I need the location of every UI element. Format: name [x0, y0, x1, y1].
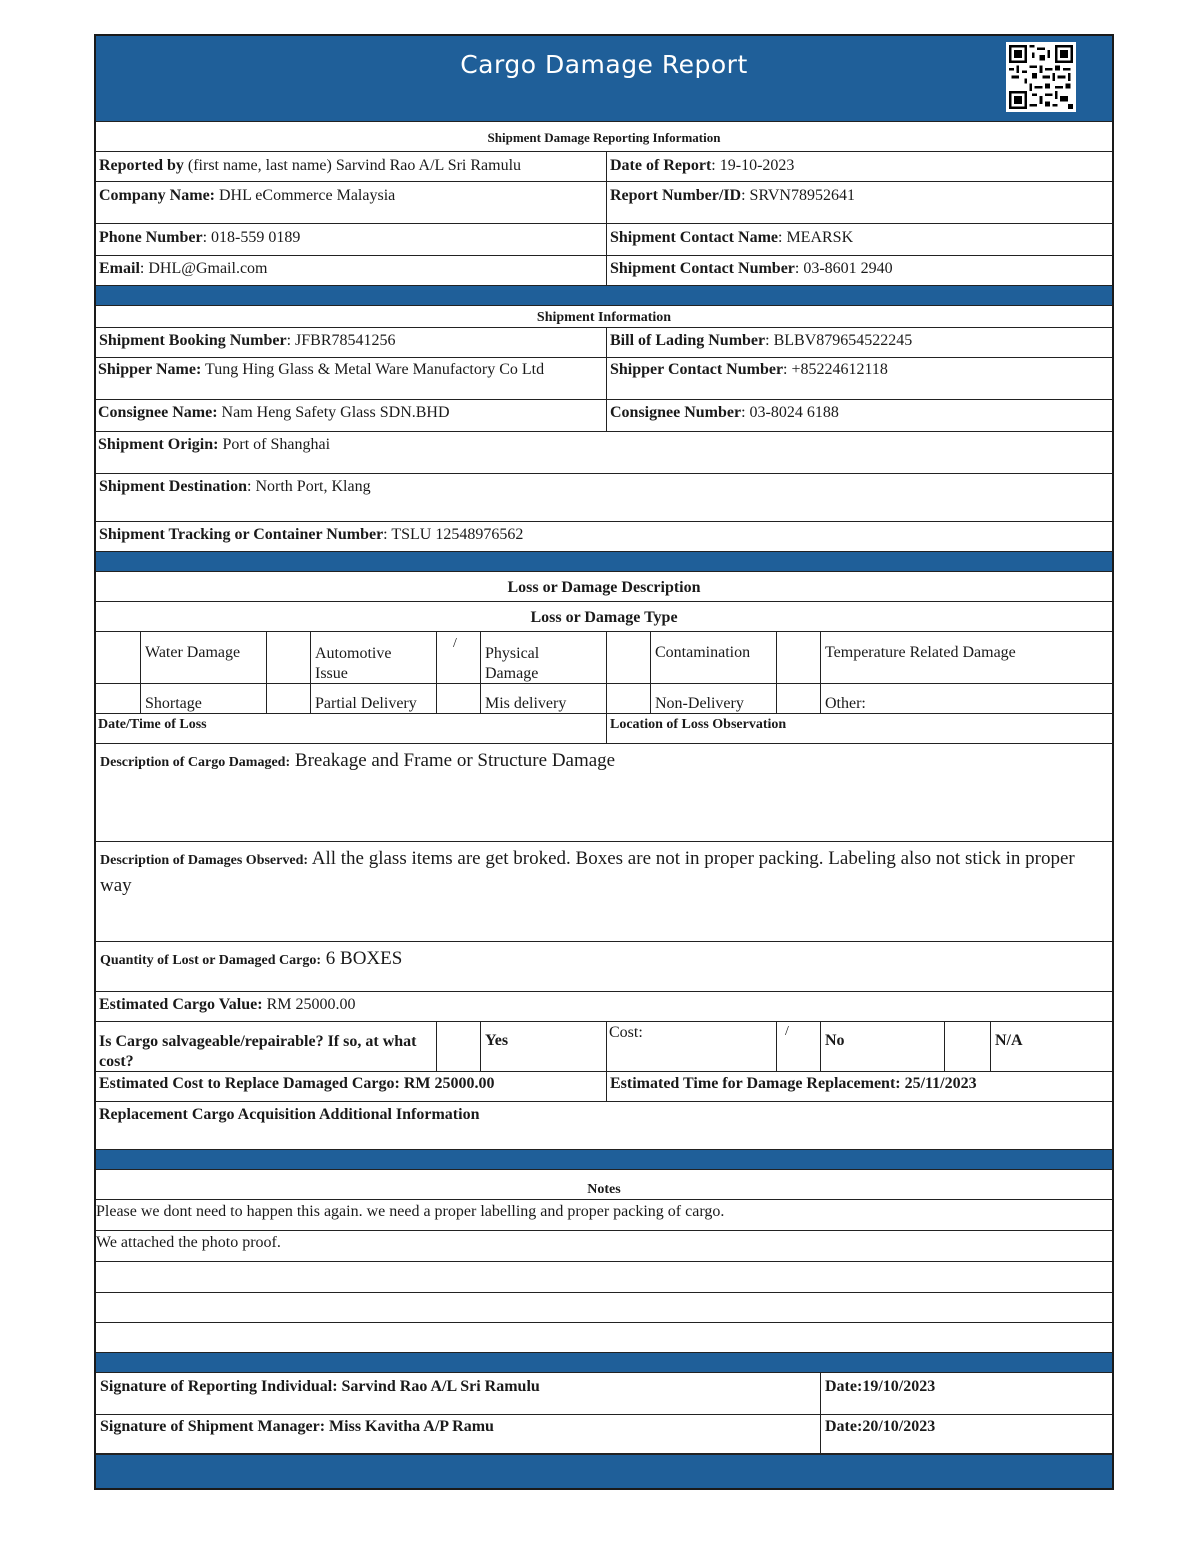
company-name-field: Company Name: DHL eCommerce Malaysia [99, 187, 396, 204]
note-line[interactable] [96, 1323, 1112, 1353]
yes-checkbox[interactable] [436, 1022, 480, 1071]
reporting-section-title-row [96, 122, 1112, 152]
damages-observed-row [96, 842, 1112, 942]
manager-signature-row [96, 1415, 1112, 1455]
checkbox-water-damage[interactable] [140, 632, 266, 683]
reported-by-row [96, 152, 1112, 182]
booking-number-field: Shipment Booking Number: JFBR78541256 [99, 332, 396, 349]
checkbox-contamination[interactable] [650, 632, 776, 683]
na-checkbox[interactable] [944, 1022, 990, 1071]
checkbox-physical-damage[interactable] [480, 632, 606, 683]
shipment-origin-field: Shipment Origin: Port of Shanghai [98, 436, 331, 453]
email-row [96, 256, 1112, 286]
other-label: Other: [825, 695, 866, 712]
tracking-number-field: Shipment Tracking or Container Number: TSLU 12548976562 [99, 526, 524, 543]
reporting-section-title: Shipment Damage Reporting Information [487, 130, 721, 145]
checkbox-partial-delivery[interactable] [310, 684, 436, 713]
footer-band [96, 1455, 1112, 1488]
note-line[interactable] [96, 1200, 1112, 1231]
replace-time-field: Estimated Time for Damage Replacement: 25/11/2023 [610, 1075, 977, 1092]
salvage-row [96, 1022, 1112, 1072]
phone-number-field: Phone Number: 018-559 0189 [99, 229, 301, 246]
tracking-row [96, 522, 1112, 552]
note-line[interactable] [96, 1293, 1112, 1323]
cargo-damaged-description: Description of Cargo Damaged: Breakage and Frame or Structure Damage [100, 750, 616, 771]
consignee-row [96, 400, 1112, 432]
loss-type-title: Loss or Damage Type [530, 609, 678, 626]
date-time-of-loss-label: Date/Time of Loss [98, 717, 207, 732]
divider-band [96, 552, 1112, 572]
yes-label: Yes [485, 1032, 509, 1049]
shipment-section-title-row [96, 306, 1112, 328]
destination-row [96, 474, 1112, 522]
shipment-contact-name-field: Shipment Contact Name: MEARSK [610, 229, 854, 246]
physical-damage-label: Physical Damage [485, 645, 540, 682]
loss-type-row-2 [96, 684, 1112, 714]
cost-label: Cost: [609, 1024, 643, 1041]
no-label: No [825, 1032, 845, 1049]
no-mark: / [785, 1024, 789, 1039]
cargo-value-field: Estimated Cargo Value: RM 25000.00 [99, 996, 356, 1013]
booking-row [96, 328, 1112, 358]
cargo-damaged-row [96, 744, 1112, 842]
water-damage-label: Water Damage [145, 644, 241, 661]
checkbox-automotive-issue[interactable] [310, 632, 436, 683]
location-of-loss-label: Location of Loss Observation [610, 717, 787, 732]
checkbox-other[interactable] [820, 684, 1112, 713]
checkbox-temperature-damage[interactable] [820, 632, 1112, 683]
loss-type-row-1 [96, 632, 1112, 684]
header-band [96, 36, 1112, 122]
mis-delivery-label: Mis delivery [485, 695, 567, 712]
report-number-field: Report Number/ID: SRVN78952641 [610, 187, 855, 204]
reporter-signature: Signature of Reporting Individual: Sarvind Rao A/L Sri Ramulu [100, 1378, 540, 1395]
bill-of-lading-field: Bill of Lading Number: BLBV879654522245 [610, 332, 913, 349]
acquisition-row [96, 1102, 1112, 1150]
note-line[interactable] [96, 1262, 1112, 1293]
loss-datetime-row [96, 714, 1112, 744]
date-of-report-field: Date of Report: 19-10-2023 [610, 157, 795, 174]
consignee-name-field: Consignee Name: Nam Heng Safety Glass SDN.BHD [98, 404, 450, 421]
notes-title-row [96, 1170, 1112, 1200]
email-field: Email: DHL@Gmail.com [99, 260, 268, 277]
loss-type-title-row [96, 602, 1112, 632]
quantity-field: Quantity of Lost or Damaged Cargo: 6 BOXES [100, 948, 403, 969]
checkbox-shortage[interactable] [140, 684, 266, 713]
loss-section-title-row [96, 572, 1112, 602]
partial-delivery-label: Partial Delivery [315, 695, 417, 712]
shipper-row [96, 358, 1112, 400]
na-label: N/A [995, 1032, 1023, 1049]
cargo-damage-form [94, 34, 1114, 1490]
origin-row [96, 432, 1112, 474]
temperature-damage-label: Temperature Related Damage [825, 644, 1016, 661]
note-text: We attached the photo proof. [96, 1234, 281, 1251]
manager-signature-date: Date:20/10/2023 [825, 1418, 936, 1435]
checkbox-mis-delivery[interactable] [480, 684, 606, 713]
divider-band [96, 1353, 1112, 1373]
notes-title: Notes [587, 1182, 621, 1197]
note-line[interactable] [96, 1231, 1112, 1262]
cost-field[interactable] [606, 1022, 776, 1071]
shipper-name-field: Shipper Name: Tung Hing Glass & Metal Ware Manufactory Co Ltd [98, 361, 545, 378]
damages-observed-description: Description of Damages Observed: All the glass items are get broked. Boxes are not in proper packing. Labeling also not stick in proper way [100, 848, 1075, 896]
shipment-contact-number-field: Shipment Contact Number: 03-8601 2940 [610, 260, 893, 277]
acquisition-label: Replacement Cargo Acquisition Additional Information [99, 1106, 480, 1123]
quantity-row [96, 942, 1112, 992]
reported-by-field: Reported by (first name, last name) Sarvind Rao A/L Sri Ramulu [99, 157, 522, 174]
shipper-contact-field: Shipper Contact Number: +85224612118 [610, 361, 888, 378]
contamination-label: Contamination [655, 644, 751, 661]
reporter-signature-date: Date:19/10/2023 [825, 1378, 936, 1395]
shipment-destination-field: Shipment Destination: North Port, Klang [99, 478, 371, 495]
non-delivery-label: Non-Delivery [655, 695, 744, 712]
note-text: Please we dont need to happen this again. we need a proper labelling and proper packing of cargo. [96, 1203, 725, 1220]
qr-code-icon [1006, 42, 1076, 112]
loss-section-title: Loss or Damage Description [507, 579, 701, 596]
divider-band [96, 1150, 1112, 1170]
salvage-question: Is Cargo salvageable/repairable? If so, at what cost? [99, 1033, 417, 1070]
replacement-row [96, 1072, 1112, 1102]
cargo-value-row [96, 992, 1112, 1022]
phone-row [96, 224, 1112, 256]
reporter-signature-row [96, 1373, 1112, 1415]
company-row [96, 182, 1112, 224]
shortage-label: Shortage [145, 695, 202, 712]
automotive-issue-label: Automotive Issue [315, 645, 392, 682]
replace-cost-field: Estimated Cost to Replace Damaged Cargo: RM 25000.00 [99, 1075, 495, 1092]
shipment-section-title: Shipment Information [536, 310, 672, 325]
physical-damage-mark: / [453, 636, 457, 651]
checkbox-non-delivery[interactable] [650, 684, 776, 713]
divider-band [96, 286, 1112, 306]
manager-signature: Signature of Shipment Manager: Miss Kavitha A/P Ramu [100, 1418, 494, 1435]
consignee-number-field: Consignee Number: 03-8024 6188 [610, 404, 839, 421]
page-title: Cargo Damage Report [460, 50, 748, 79]
